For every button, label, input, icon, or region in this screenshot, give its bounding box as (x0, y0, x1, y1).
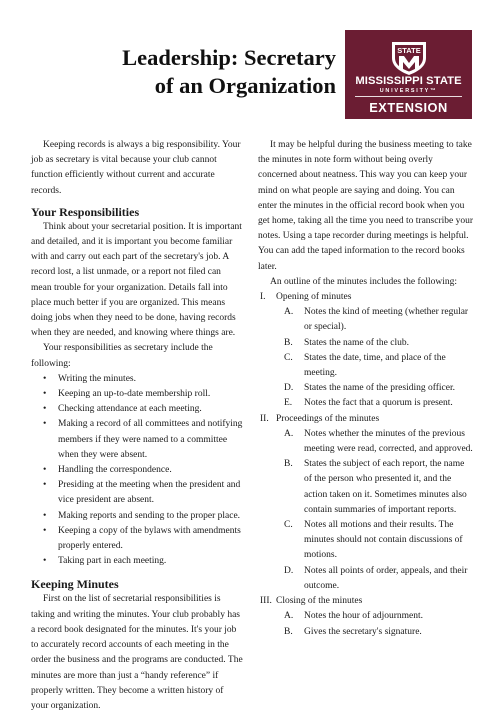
outline-item (284, 427, 474, 457)
outline-letter: B. (284, 337, 293, 348)
outline-letter: A. (284, 428, 294, 439)
minutes-outline (260, 290, 474, 640)
page-title-line1: Leadership: Secretary (122, 45, 336, 70)
outline-item (284, 351, 474, 381)
list-item: • Making reports and sending to the proper place. (43, 509, 243, 524)
outline-item (284, 457, 474, 518)
outline-label: Proceedings of the minutes (276, 413, 380, 424)
outline-item-text: States the name of the presiding officer. (304, 383, 455, 394)
outline-item-text: States the subject of each report, the name of the person who presented it, and the action taken on it. Sometimes minutes also contain summaries of important reports. (304, 459, 467, 515)
outline-item (284, 518, 474, 564)
list-item: • Writing the minutes. (43, 372, 243, 387)
msu-extension-logo (345, 30, 472, 119)
outline-item-text: Notes the hour of adjournment. (304, 611, 423, 622)
keeping-minutes-paragraph: First on the list of secretarial responsibilities is taking and writing the minutes. Your club probably has a record book designated for the minutes. It's your job to accurately record accounts of each meeting in the order the business and the programs are conducted. The minutes are more than just a “handy reference” if properly written. They become a written history of your organization. (31, 594, 243, 711)
right-column (258, 138, 474, 640)
note-taking-paragraph: It may be helpful during the business meeting to take the minutes in note form without being overly concerned about neatness. This way you can keep your mind on what people are saying and doing. You can enter the minutes in the official record book when you get home, taking all the time you need to transcribe your notes. Using a tape recorder during meetings is helpful. You can add the taped information to the record books later. (258, 140, 474, 272)
outline-letter: D. (284, 565, 294, 576)
intro-paragraph: Keeping records is always a big responsibility. Your job as secretary is vital because your club cannot function efficiently without current and accurate records. (31, 140, 241, 196)
outline-numeral: I. (260, 292, 266, 303)
outline-item-text: Notes whether the minutes of the previous meeting were read, corrected, and approved. (304, 428, 473, 455)
outline-label: Closing of the minutes (276, 596, 363, 607)
outline-letter: B. (284, 626, 293, 637)
responsibilities-list (43, 372, 243, 570)
outline-item-text: Notes the fact that a quorum is present. (304, 398, 453, 409)
outline-sublist (284, 305, 474, 411)
outline-letter: C. (284, 520, 293, 531)
list-item: • Presiding at the meeting when the president and vice president are absent. (43, 478, 243, 508)
list-item: • Checking attendance at each meeting. (43, 402, 243, 417)
responsibilities-paragraph: Think about your secretarial position. It is important and detailed, and it is important you become familiar with and carry out each part of the secretary's job. A record lost, a list unmade, or a report not filed can mean trouble for your organization. Details fall into place much better if you are organized. This means doing jobs when they need to be done, having records when they are needed, and knowing where things are. (31, 221, 242, 339)
outline-item-text: Notes all motions and their results. The minutes should not contain discussions of motions. (304, 520, 463, 561)
outline-item-text: States the date, time, and place of the meeting. (304, 352, 446, 379)
outline-item-text: Notes all points of order, appeals, and their outcome. (304, 565, 468, 591)
list-item: • Keeping an up-to-date membership roll. (43, 387, 243, 402)
outline-letter: A. (284, 611, 294, 622)
outline-letter: C. (284, 352, 293, 363)
list-item: • Keeping a copy of the bylaws with amendments properly entered. (43, 524, 243, 554)
list-item: • Taking part in each meeting. (43, 554, 243, 569)
responsibilities-lead: Your responsibilities as secretary include the following: (31, 343, 213, 369)
outline-letter: B. (284, 459, 293, 470)
responsibilities-heading: Your Responsibilities (31, 204, 140, 219)
outline-letter: D. (284, 383, 294, 394)
outline-letter: E. (284, 398, 293, 409)
outline-item-text: States the name of the club. (304, 337, 409, 348)
outline-section (260, 412, 474, 594)
outline-item (284, 564, 474, 594)
outline-item (284, 625, 474, 640)
outline-item-text: Gives the secretary's signature. (304, 626, 422, 637)
logo-divider (355, 96, 462, 97)
page-title (100, 44, 336, 100)
msu-shield-icon (389, 36, 429, 76)
outline-numeral: II. (260, 413, 269, 424)
logo-line2: UNIVERSITY™ (379, 88, 438, 94)
outline-item (284, 336, 474, 351)
outline-lead: An outline of the minutes includes the following: (270, 276, 458, 287)
outline-section (260, 594, 474, 640)
keeping-minutes-heading: Keeping Minutes (31, 577, 119, 592)
page-title-line2: of an Organization (154, 73, 336, 98)
outline-item-text: Notes the kind of meeting (whether regular or special). (304, 307, 469, 333)
list-item: • Making a record of all committees and notifying members if they were named to a committee when they were absent. (43, 417, 243, 463)
logo-line3: EXTENSION (369, 100, 448, 115)
left-column (31, 138, 243, 714)
outline-item (284, 305, 474, 335)
outline-section (260, 290, 474, 412)
outline-item (284, 396, 474, 411)
shield-text: STATE (397, 46, 421, 55)
outline-sublist (284, 609, 474, 639)
outline-item (284, 609, 474, 624)
outline-numeral: III. (260, 596, 272, 607)
outline-sublist (284, 427, 474, 594)
list-item: • Handling the correspondence. (43, 463, 243, 478)
outline-label: Opening of minutes (276, 292, 352, 303)
outline-item (284, 381, 474, 396)
logo-line1: MISSISSIPPI STATE (355, 75, 462, 87)
outline-letter: A. (284, 307, 294, 318)
